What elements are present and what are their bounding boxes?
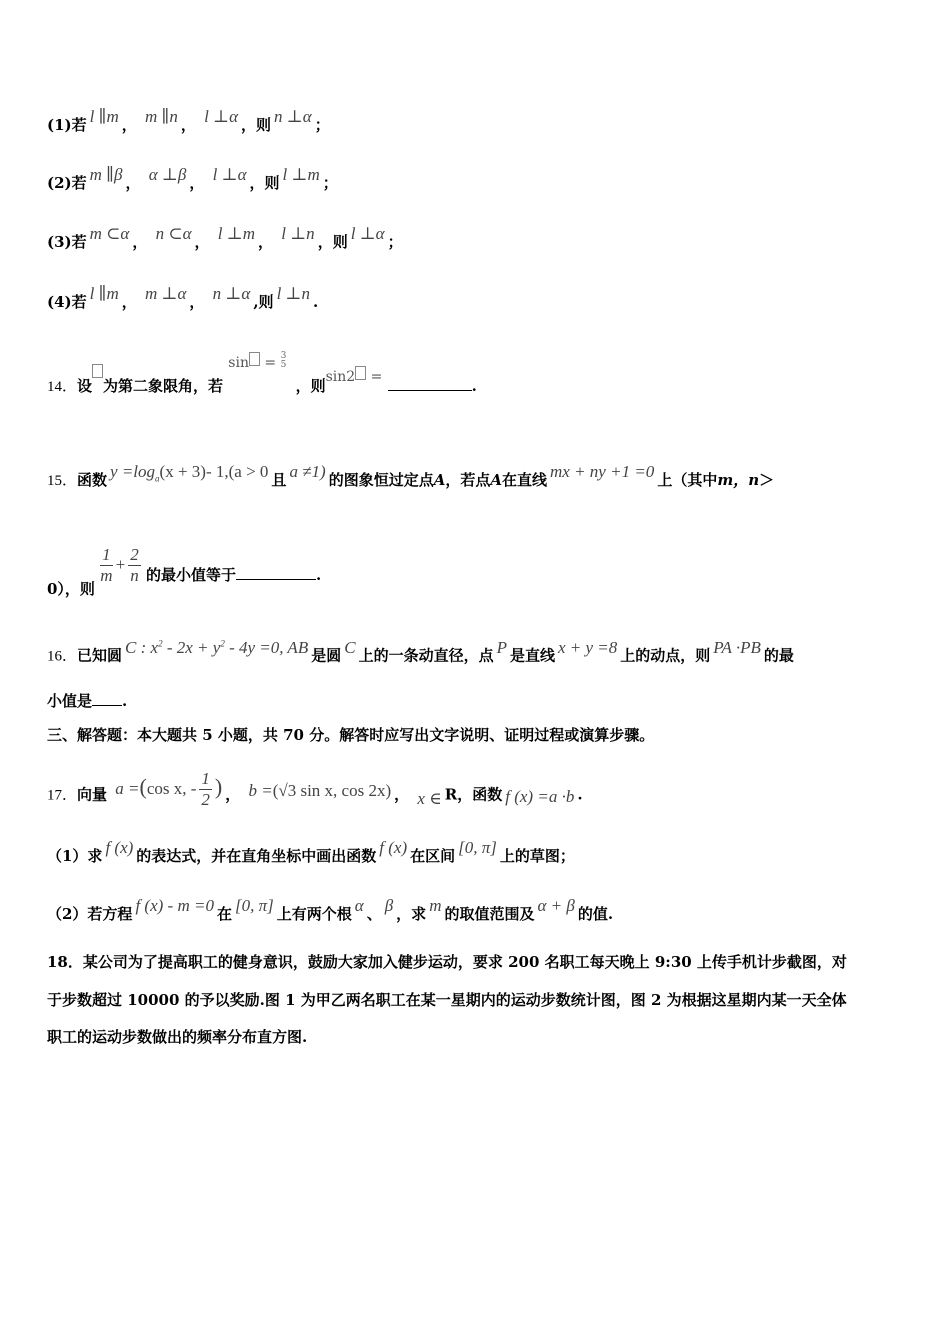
answer-blank-15[interactable] — [236, 565, 316, 580]
question-16: 16．已知圆 C : $x^2 - 2x + y^2 - 4y =0$, AB 是圆 C 上的一条动直径，点 P 是直线 x + y =8 上的动点，则 PA ·PB 的最 — [47, 637, 794, 665]
question-17-part-2: （2）若方程 f (x) - m =0 在 [0, π] 上有两个根 α 、 β ，求 m 的取值范围及 α + β 的值. — [47, 896, 614, 923]
line-equation: mx + ny +1 =0 — [550, 462, 655, 481]
question-16-cont: 小值是 . — [47, 692, 128, 710]
question-15-cont: 0），则 $\frac{1}{m}$ + $\frac{2}{n}$ 的最小值等于 . — [47, 545, 322, 598]
question-18-line-1: 18．某公司为了提高职工的健身意识，鼓励大家加入健步运动，要求 200 名职工每天晚上 9:30 上传手机计步截图，对 — [47, 953, 847, 971]
question-18-line-2: 于步数超过 10000 的予以奖励.图 1 为甲乙两名职工在某一星期内的运动步数统计图，图 2 为根据这星期内某一天全体 — [47, 991, 847, 1009]
vector-b: b =(√3 sin x, cos 2x) — [248, 780, 392, 800]
answer-blank-14[interactable] — [388, 376, 472, 391]
item-2: (2)若 m ∥β ， α ⊥β ， l ⊥α ，则 l ⊥m ； — [47, 165, 338, 192]
item-3: (3)若 m ⊂α ， n ⊂α ， l ⊥m ， l ⊥n ，则 l ⊥α ； — [47, 224, 403, 251]
vector-a: a =(cos x, - — [115, 773, 197, 799]
section-3-heading: 三、解答题：本大题共 5 小题，共 70 分。解答时应写出文字说明、证明过程或演算步骤。 — [47, 726, 655, 744]
question-15: 15．函数 $y =\log_a(x + 3)-$ 1,(a > 0 且 a ≠1) 的图象恒过定点A，若点A在直线 mx + ny +1 =0 上（其中m，n＞ — [47, 462, 775, 489]
answer-blank-16[interactable] — [92, 691, 122, 706]
log-function: $y =\log_a(x + 3)-$ 1,(a > 0 — [110, 462, 269, 484]
fraction-2-over-n: $\frac{2}{n}$ — [130, 545, 139, 585]
fraction-1-over-m: $\frac{1}{m}$ — [100, 545, 113, 585]
sin2-expression: sin2 = — [326, 369, 383, 385]
placeholder-box — [92, 364, 103, 378]
circle-equation: C : $x^2 - 2x + y^2 - 4y =0$, AB — [125, 637, 309, 657]
question-17: 17．向量 a =(cos x, - $\frac{1}{2}$ ) ， b =(√3 sin x, cos 2x) ， x ∈ R，函数 f (x) =a ·b . — [47, 769, 583, 809]
question-18-line-3: 职工的运动步数做出的频率分布直方图. — [47, 1028, 308, 1046]
function-f: f (x) =a ·b — [505, 786, 575, 806]
sin-condition: sin = 3 5 — [228, 351, 287, 371]
cond-1: l ∥m — [89, 107, 119, 126]
question-14: 14．设 为第二象限角，若 sin = 3 5 ，则sin2 = . — [47, 351, 477, 395]
item-1: (1)若 l ∥m ， m ∥n ， l ⊥α ，则 n ⊥α ； — [47, 107, 330, 134]
question-17-part-1: （1）求 f (x) 的表达式，并在直角坐标中画出函数 f (x) 在区间 [0, π] 上的草图； — [47, 838, 575, 865]
item-4: (4)若 l ∥m ， m ⊥α ， n ⊥α ,则 l ⊥n . — [47, 284, 319, 311]
